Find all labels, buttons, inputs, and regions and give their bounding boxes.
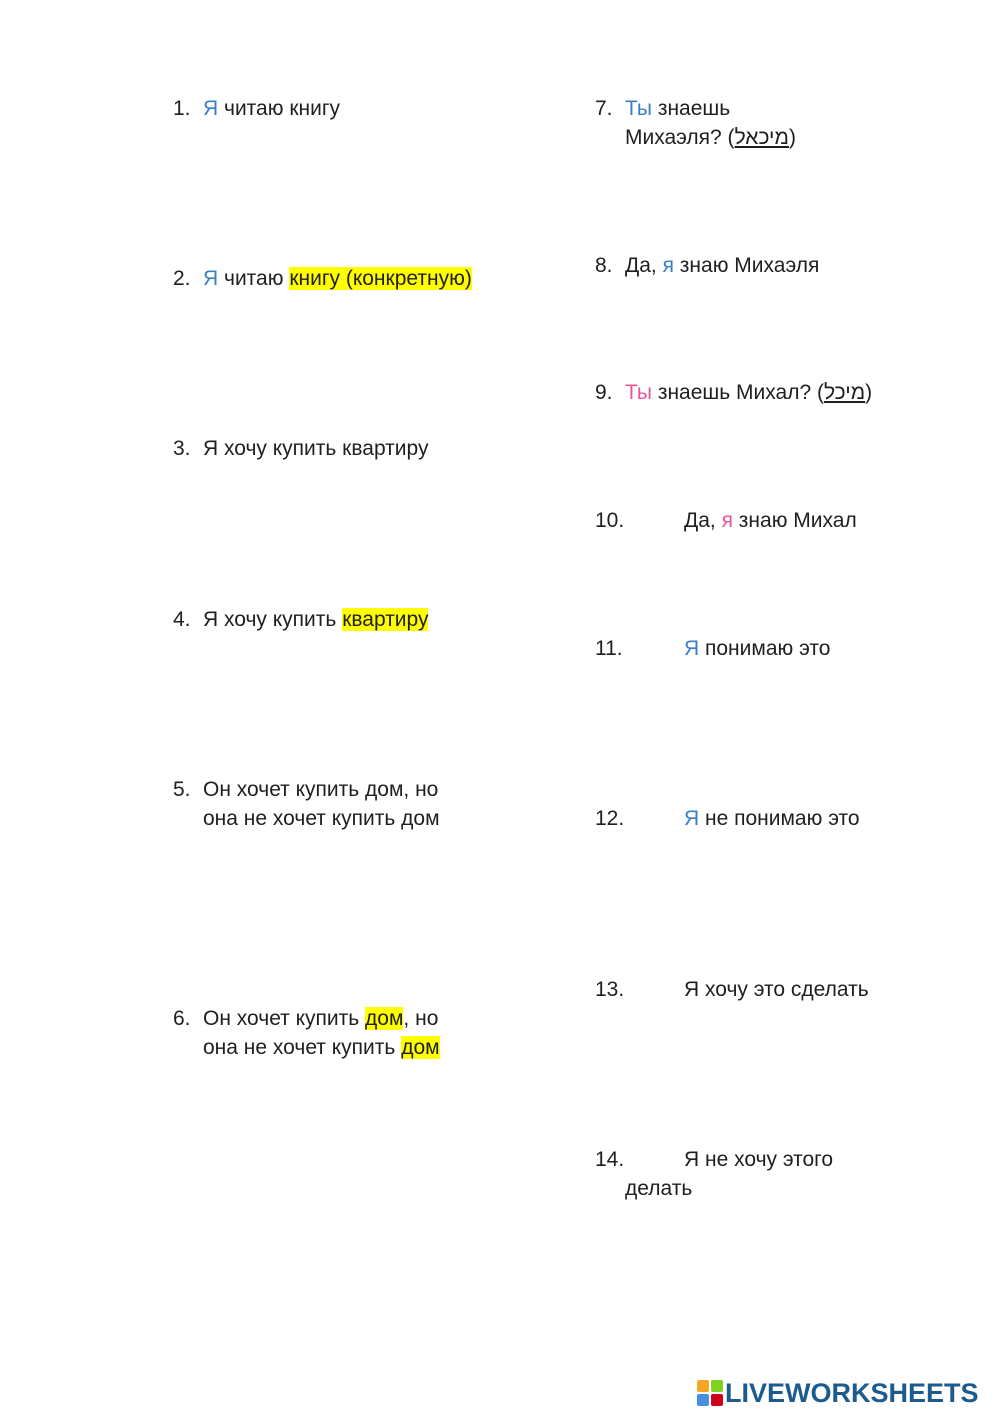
- pronoun-text: Я: [203, 97, 219, 120]
- sentence-text: читаю: [218, 267, 290, 290]
- item-number: 2.: [173, 267, 191, 290]
- liveworksheets-logo: [697, 1378, 979, 1408]
- sentence-text: она не хочет купить: [203, 1036, 402, 1059]
- pronoun-text: Ты: [625, 381, 652, 404]
- sentence-text: Он хочет купить: [203, 1007, 366, 1030]
- pronoun-text: я: [721, 509, 733, 532]
- pronoun-text: Ты: [625, 97, 652, 120]
- pronoun-text: Я: [203, 267, 219, 290]
- item-number: 5.: [173, 778, 191, 801]
- sentence-text: понимаю это: [699, 637, 831, 660]
- pronoun-text: Я: [684, 637, 700, 660]
- highlighted-text: книгу (конкретную): [289, 267, 472, 290]
- sentence-text: делать: [625, 1177, 693, 1200]
- logo-text: LIVEWORKSHEETS: [725, 1377, 979, 1408]
- pronoun-text: Я: [684, 807, 700, 830]
- item-number: 11.: [595, 637, 623, 660]
- sentence-text: Я хочу это сделать: [684, 978, 869, 1001]
- sentence-text: Он хочет купить дом, но: [203, 778, 439, 801]
- sentence-text: Я хочу купить: [203, 608, 343, 631]
- sentence-text: Я не хочу этого: [684, 1148, 834, 1171]
- highlighted-text: дом: [401, 1036, 440, 1059]
- list-item: [595, 506, 857, 535]
- item-number: 13.: [595, 978, 625, 1001]
- list-item: [173, 94, 340, 123]
- sentence-text: знаю Михал: [732, 509, 857, 532]
- sentence-text: знаю Михаэля: [673, 254, 820, 277]
- sentence-text: , но: [403, 1007, 439, 1030]
- item-number: 7.: [595, 97, 613, 120]
- list-item: [595, 975, 869, 1004]
- item-number: 14.: [595, 1148, 625, 1171]
- list-item: [173, 605, 428, 634]
- list-item: [173, 1004, 440, 1062]
- sentence-text: ): [865, 381, 873, 404]
- list-item: [173, 434, 428, 463]
- sentence-text: знаешь Михал? (: [652, 381, 824, 404]
- sentence-text: Михаэля? (: [625, 126, 735, 149]
- item-number: 4.: [173, 608, 191, 631]
- item-number: 1.: [173, 97, 191, 120]
- list-item: [595, 1145, 833, 1203]
- highlighted-text: квартиру: [342, 608, 429, 631]
- list-item: [595, 804, 860, 833]
- hebrew-name: מיכאל: [734, 126, 789, 149]
- sentence-text: она не хочет купить дом: [203, 807, 440, 830]
- item-number: 10.: [595, 509, 625, 532]
- list-item: [595, 94, 796, 152]
- item-number: 3.: [173, 437, 191, 460]
- list-item: [595, 251, 819, 280]
- sentence-text: ): [788, 126, 796, 149]
- liveworksheets-logo-icon: [697, 1380, 723, 1406]
- highlighted-text: дом: [365, 1007, 404, 1030]
- list-item: [595, 634, 830, 663]
- list-item: [173, 775, 440, 833]
- sentence-text: Я хочу купить квартиру: [203, 437, 429, 460]
- sentence-text: читаю книгу: [218, 97, 340, 120]
- list-item: [595, 378, 872, 407]
- sentence-text: Да,: [625, 254, 663, 277]
- sentence-text: знаешь: [652, 97, 731, 120]
- item-number: 8.: [595, 254, 613, 277]
- item-number: 6.: [173, 1007, 191, 1030]
- sentence-text: Да,: [684, 509, 722, 532]
- pronoun-text: я: [662, 254, 674, 277]
- hebrew-name: מיכל: [823, 381, 866, 404]
- item-number: 12.: [595, 807, 625, 830]
- sentence-text: не понимаю это: [699, 807, 860, 830]
- list-item: [173, 264, 472, 293]
- item-number: 9.: [595, 381, 613, 404]
